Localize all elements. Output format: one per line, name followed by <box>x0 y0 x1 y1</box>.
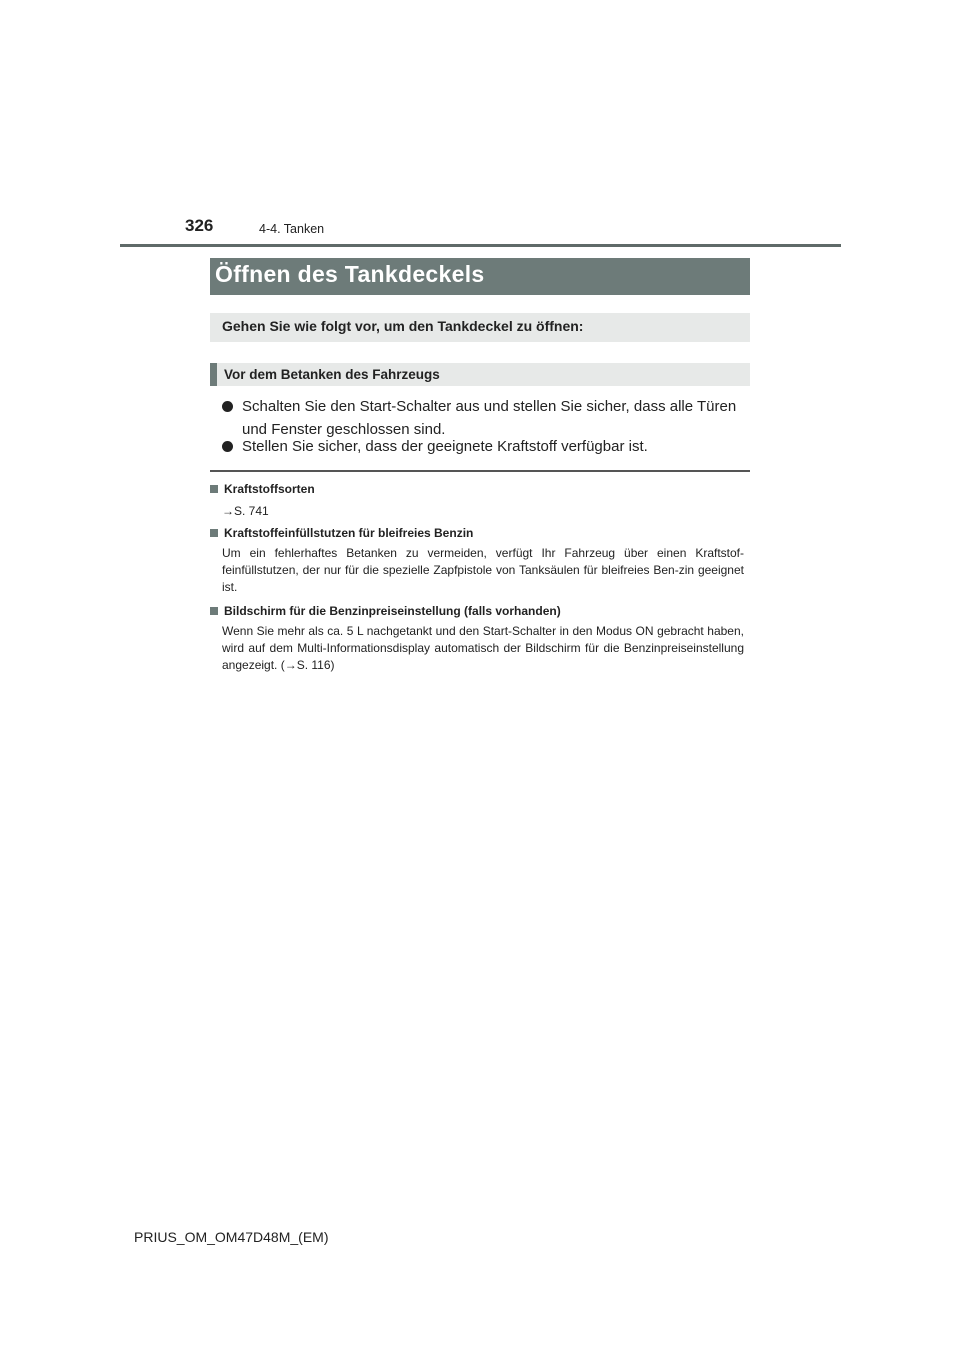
note-heading <box>210 482 315 496</box>
subsection-accent-bar <box>210 363 217 386</box>
title-bar <box>210 258 750 295</box>
note-heading-text: Bildschirm für die Benzinpreiseinstellung (falls vorhanden) <box>224 604 561 618</box>
intro-box <box>210 313 750 342</box>
page-reference: →S. 741 <box>222 504 269 518</box>
bullet-text-line: Schalten Sie den Start-Schalter aus und stellen Sie sicher, dass alle Türen <box>242 398 737 415</box>
note-body: Um ein fehlerhaftes Betanken zu vermeiden, verfügt Ihr Fahrzeug über einen Kraftstof-feinfüllstutzen, der nur für die spezielle Zapfpistole von Tanksäulen für bleifreies Ben-zin geeignet ist. <box>222 546 744 594</box>
section-label: 4-4. Tanken <box>259 222 325 236</box>
intro-text: Gehen Sie wie folgt vor, um den Tankdeckel zu öffnen: <box>222 318 584 334</box>
note-heading-text: Kraftstoffsorten <box>224 482 315 496</box>
square-bullet-icon <box>210 607 218 615</box>
bullet-dot-icon <box>222 441 233 452</box>
bullet-text-line: Stellen Sie sicher, dass der geeignete Kraftstoff verfügbar ist. <box>242 438 648 455</box>
notes-divider <box>210 470 750 472</box>
subsection-header <box>210 363 750 386</box>
header-divider <box>120 244 841 247</box>
note-body: Wenn Sie mehr als ca. 5 L nachgetankt und den Start-Schalter in den Modus ON gebracht haben, wird auf dem Multi-Informationsdisplay automatisch der Bildschirm für die Benzinpreiseinstellung angezeigt. (→S. 116) <box>222 624 744 672</box>
square-bullet-icon <box>210 485 218 493</box>
page-title: Öffnen des Tankdeckels <box>215 261 485 287</box>
bullet-item <box>222 435 752 458</box>
subsection-title: Vor dem Betanken des Fahrzeugs <box>224 367 440 382</box>
note-heading <box>210 526 473 540</box>
footer-document-id: PRIUS_OM_OM47D48M_(EM) <box>134 1229 329 1245</box>
page-number: 326 <box>185 216 214 235</box>
square-bullet-icon <box>210 529 218 537</box>
bullet-dot-icon <box>222 401 233 412</box>
bullet-text-line: und Fenster geschlossen sind. <box>242 421 446 438</box>
note-heading <box>210 604 561 618</box>
note-heading-text: Kraftstoffeinfüllstutzen für bleifreies Benzin <box>224 526 474 540</box>
